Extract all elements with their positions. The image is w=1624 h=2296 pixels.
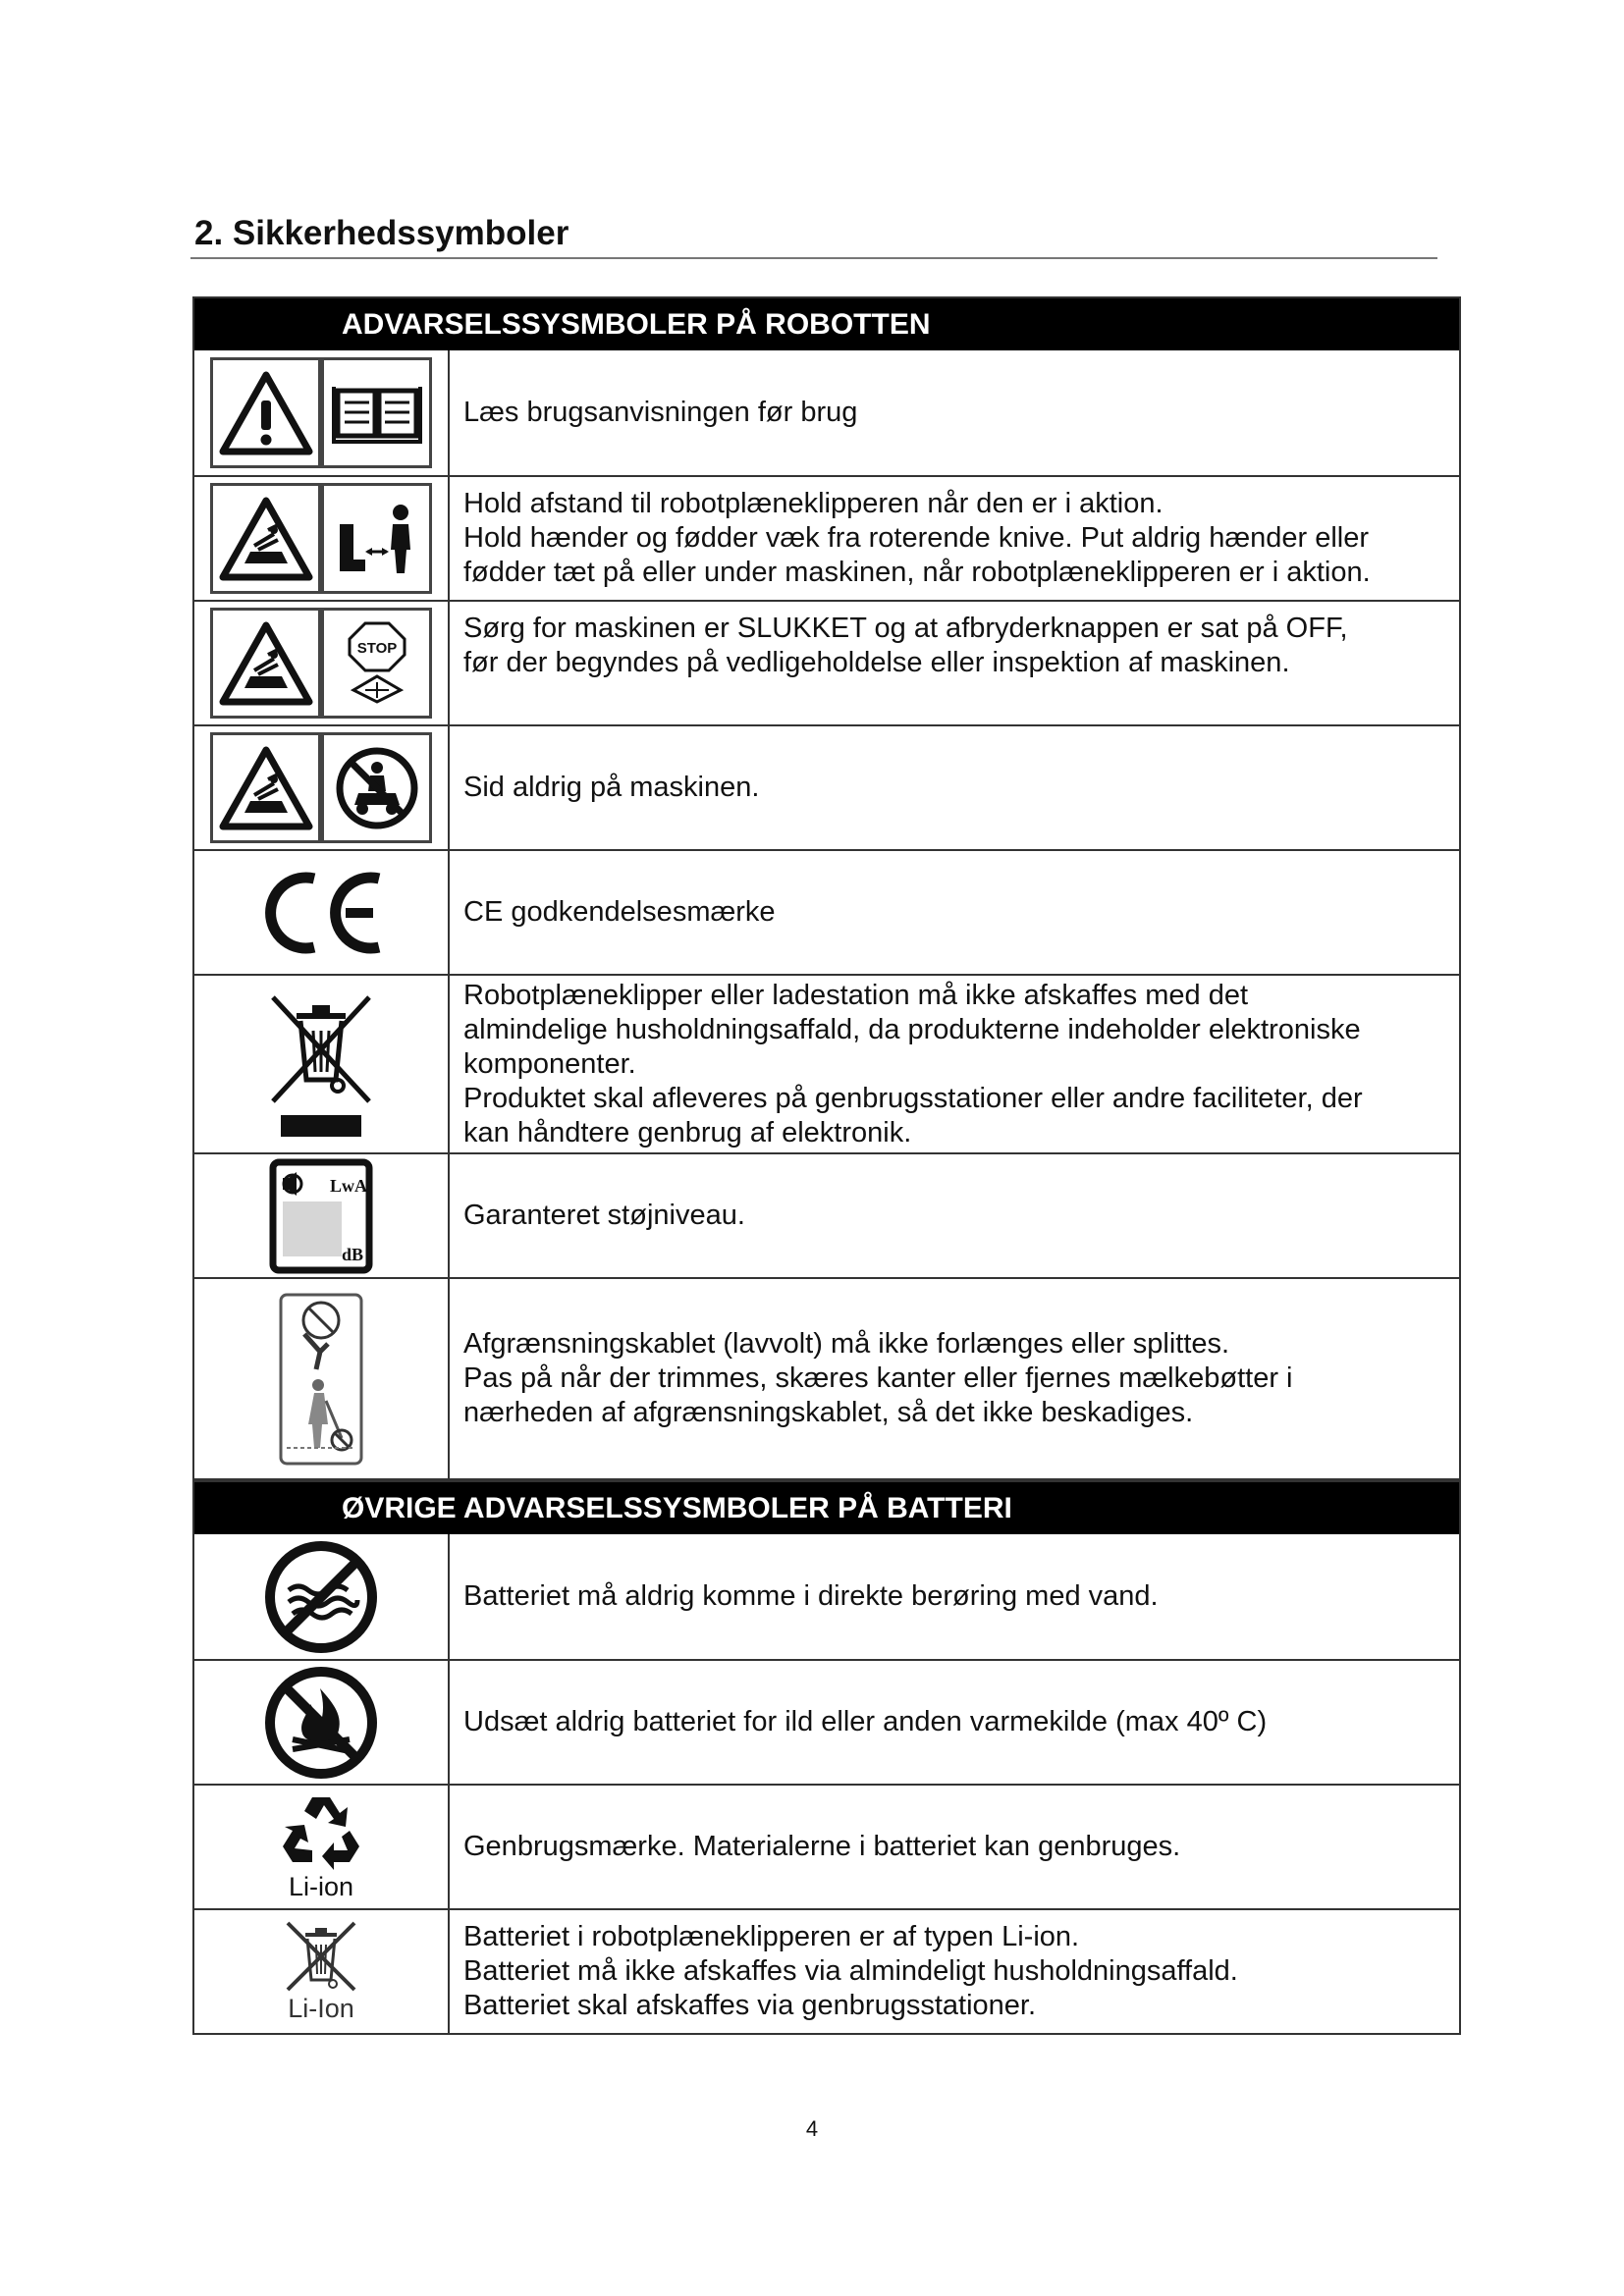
description-line: Hold afstand til robotplæneklipperen når den er i aktion. [463, 488, 1164, 519]
crossed-bin-bar [281, 1115, 361, 1137]
symbol-cell [194, 976, 450, 1152]
no-water-icon [263, 1539, 379, 1655]
symbol-cell [194, 726, 450, 849]
symbol-cell [194, 1279, 450, 1478]
description-line: Genbrugsmærke. Materialerne i batteriet kan genbruges. [463, 1831, 1181, 1862]
keep-distance-icon [321, 483, 432, 594]
table-row [194, 1152, 1459, 1277]
table-row [194, 974, 1459, 1152]
description-cell [450, 1661, 1459, 1784]
ce-mark-icon [257, 869, 385, 957]
recycle-icon-label: Li-ion [288, 1872, 354, 1901]
description-cell [450, 1154, 1459, 1277]
page-number: 4 [805, 2116, 819, 2141]
battery-symbols-table [192, 1480, 1461, 2035]
description-line: Batteriet må ikke afskaffes via almindeligt husholdningsaffald. [463, 1955, 1238, 1987]
crossed-bin-icon-label: Li-Ion [288, 1994, 354, 2023]
symbol-cell [194, 1910, 450, 2033]
title-divider [190, 257, 1437, 259]
stop-sign-icon [321, 608, 432, 719]
description-line: Batteriet i robotplæneklipperen er af typen Li-ion. [463, 1921, 1080, 1952]
crossed-bin-icon [284, 1919, 358, 1994]
description-cell [450, 976, 1459, 1152]
description-line: Garanteret støjniveau. [463, 1200, 745, 1231]
symbol-cell [194, 851, 450, 974]
description-cell [450, 1534, 1459, 1659]
noise-level-icon [269, 1158, 373, 1274]
table-row [194, 1277, 1459, 1478]
description-line: CE godkendelsesmærke [463, 896, 776, 928]
description-cell [450, 1279, 1459, 1478]
description-cell [450, 1910, 1459, 2033]
table-row [194, 1534, 1459, 1659]
description-line: Robotplæneklipper eller ladestation må ikke afskaffes med det [463, 979, 1249, 1011]
description-line: nærheden af afgrænsningskablet, så det ikke beskadiges. [463, 1397, 1194, 1428]
blade-hazard-icon [210, 483, 321, 594]
symbol-cell [194, 1786, 450, 1908]
table-row [194, 1784, 1459, 1908]
description-line: før der begyndes på vedligeholdelse eller inspektion af maskinen. [463, 647, 1290, 678]
symbol-cell [194, 350, 450, 475]
description-line: komponenter. [463, 1047, 636, 1080]
description-cell [450, 350, 1459, 475]
description-cell [450, 851, 1459, 974]
boundary-cable-icon [277, 1291, 365, 1468]
stop-sign-label: STOP [356, 639, 397, 657]
description-cell [450, 602, 1459, 724]
description-line: Sørg for maskinen er SLUKKET og at afbryderknappen er sat på OFF, [463, 613, 1348, 644]
description-line: Afgrænsningskablet (lavvolt) må ikke forlænges eller splittes. [463, 1328, 1230, 1360]
table-row [194, 350, 1459, 475]
table-row [194, 1659, 1459, 1784]
symbol-cell [194, 602, 450, 724]
table-row [194, 849, 1459, 974]
description-cell [450, 477, 1459, 600]
battery-table-header: ØVRIGE ADVARSELSSYSMBOLER PÅ BATTERI [194, 1482, 1459, 1534]
description-line: Udsæt aldrig batteriet for ild eller anden varmekilde (max 40º C) [463, 1706, 1268, 1737]
table-row [194, 1908, 1459, 2033]
description-line: Læs brugsanvisningen før brug [463, 397, 858, 428]
description-line: fødder tæt på eller under maskinen, når robotplæneklipperen er i aktion. [463, 557, 1371, 588]
recycle-icon [277, 1791, 365, 1870]
blade-hazard-icon [210, 732, 321, 843]
symbol-cell [194, 1661, 450, 1784]
description-cell [450, 726, 1459, 849]
warning-triangle-icon [210, 357, 321, 468]
robot-table-header: ADVARSELSSYSMBOLER PÅ ROBOTTEN [194, 298, 1459, 350]
table-row [194, 724, 1459, 849]
db-label: dB [342, 1244, 364, 1264]
symbol-cell [194, 1154, 450, 1277]
no-riding-icon [321, 732, 432, 843]
crossed-bin-icon [267, 991, 375, 1107]
description-cell [450, 1786, 1459, 1908]
description-line: Pas på når der trimmes, skæres kanter eller fjernes mælkebøtter i [463, 1362, 1293, 1394]
description-line: Batteriet skal afskaffes via genbrugsstationer. [463, 1990, 1037, 2021]
symbol-cell [194, 477, 450, 600]
description-line: almindelige husholdningsaffald, da produkterne indeholder elektroniske [463, 1013, 1361, 1045]
symbol-cell [194, 1534, 450, 1659]
robot-symbols-table [192, 296, 1461, 1480]
description-line: Batteriet må aldrig komme i direkte berøring med vand. [463, 1580, 1159, 1612]
description-line: Sid aldrig på maskinen. [463, 772, 760, 803]
no-fire-icon [263, 1665, 379, 1781]
description-line: Produktet skal afleveres på genbrugsstationer eller andre faciliteter, der [463, 1082, 1363, 1114]
description-line: Hold hænder og fødder væk fra roterende knive. Put aldrig hænder eller [463, 522, 1370, 554]
table-row [194, 600, 1459, 724]
blade-hazard-icon [210, 608, 321, 719]
page-title: 2. Sikkerhedssymboler [194, 214, 569, 252]
lwa-label: LwA [330, 1175, 368, 1196]
book-icon [321, 357, 432, 468]
description-line: kan håndtere genbrug af elektronik. [463, 1116, 912, 1148]
table-row [194, 475, 1459, 600]
